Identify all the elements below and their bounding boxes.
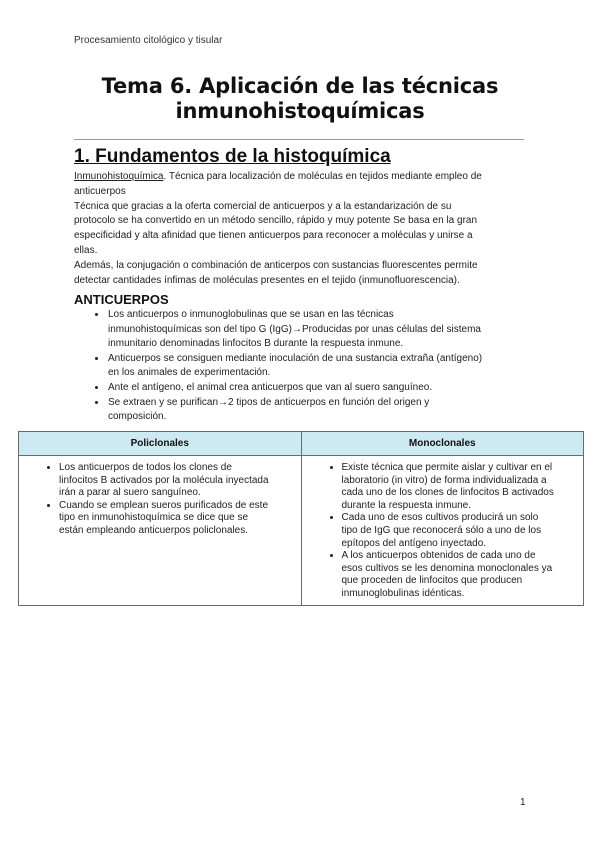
anticuerpos-heading: ANTICUERPOS	[74, 292, 169, 307]
definition-line-2: anticuerpos	[74, 185, 126, 197]
table-header-row	[19, 432, 583, 456]
list-item: • Anticuerpos se consiguen mediante inoculación de una sustancia extraña (antígeno) en los animales de experimentación.	[107, 352, 537, 381]
definition-line-1: . Técnica para localización de moléculas en tejidos mediante empleo de	[163, 171, 482, 182]
cell-monoclonales	[301, 456, 584, 606]
list-item: • Cada uno de esos cultivos producirá un solo tipo de IgG que reconocerá sólo a uno de los epítopos del antígeno inyectado.	[342, 512, 574, 550]
page-title	[60, 74, 540, 124]
technique-paragraph	[74, 200, 530, 259]
table-row	[19, 456, 583, 606]
list-item: • Los anticuerpos o inmunoglobulinas que se usan en las técnicas inmunohistoquímicas son del tipo G (IgG)→Producidas por unas células del sistema inmunitario denominadas linfocitos B durante la respuesta inmune.	[107, 308, 537, 352]
title-line-2: inmunohistoquímicas	[175, 99, 425, 123]
page-header: Procesamiento citológico y tisular	[74, 35, 223, 46]
section-body	[74, 170, 530, 288]
anticuerpos-list	[90, 308, 537, 425]
section-heading: 1. Fundamentos de la histoquímica	[74, 146, 391, 167]
definition-paragraph	[74, 170, 530, 200]
fluorescence-paragraph	[74, 259, 530, 289]
paragraph-line: ellas.	[74, 244, 98, 256]
paragraph-line: detectar cantidades ínfimas de moléculas presentes en el tejido (inmunofluorescencia).	[74, 274, 460, 286]
list-item: • Existe técnica que permite aislar y cultivar en el laboratorio (in vitro) de forma individualizada a cada uno de los clones de linfocitos B activados durante la respuesta inmune.	[342, 462, 574, 512]
list-item: • Se extraen y se purifican→2 tipos de anticuerpos en función del origen y composición.	[107, 396, 537, 425]
paragraph-line: Además, la conjugación o combinación de anticerpos con sustancias fluorescentes permite	[74, 259, 478, 271]
term-inmunohistoquimica: Inmunohistoquímica	[74, 171, 164, 182]
list-item: • Los anticuerpos de todos los clones de linfocitos B activados por la molécula inyectada irán a parar al suero sanguíneo.	[59, 462, 291, 500]
paragraph-line: Técnica que gracias a la oferta comercial de anticuerpos y a la estandarización de su	[74, 200, 452, 212]
list-item: • Cuando se emplean sueros purificados de este tipo en inmunohistoquímica se dice que se están empleando anticuerpos policlonales.	[59, 500, 291, 538]
title-line-1: Tema 6. Aplicación de las técnicas	[101, 74, 499, 98]
cell-policlonales	[19, 456, 301, 606]
list-item: • Ante el antígeno, el animal crea anticuerpos que van al suero sanguíneo.	[107, 381, 537, 396]
list-item: • A los anticuerpos obtenidos de cada uno de esos cultivos se les denomina monoclonales ya que proceden de linfocitos que producen inmunoglobulinas idénticas.	[342, 550, 574, 600]
header-monoclonales: Monoclonales	[301, 432, 584, 455]
header-policlonales: Policlonales	[130, 438, 189, 449]
paragraph-line: especificidad y alta afinidad que tienen anticuerpos para reconocer a moléculas y unirse a	[74, 230, 473, 242]
title-divider	[74, 139, 524, 140]
page-number: 1	[520, 797, 526, 808]
comparison-table	[18, 431, 584, 606]
paragraph-line: protocolo se ha convertido en un método sencillo, rápido y muy potente Se basa en la gran	[74, 215, 478, 227]
